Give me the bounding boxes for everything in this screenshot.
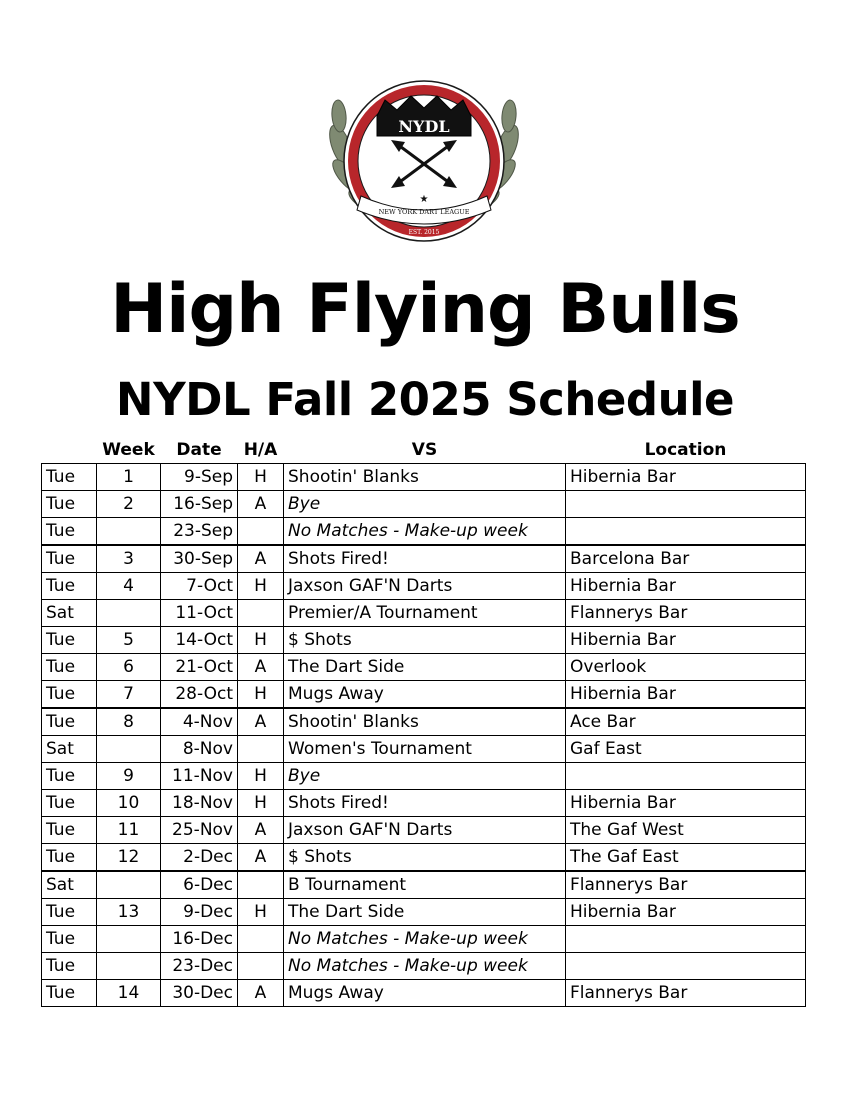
opponent-cell: No Matches - Make-up week [284,953,566,980]
table-row [42,464,806,491]
opponent-cell: Jaxson GAF'N Darts [284,573,566,600]
opponent-cell: Shootin' Blanks [284,464,566,491]
date-cell: 28-Oct [161,681,238,709]
day-cell: Tue [42,817,97,844]
week-cell: 10 [97,790,161,817]
day-cell: Tue [42,491,97,518]
day-cell: Tue [42,464,97,491]
week-cell: 9 [97,763,161,790]
date-cell: 2-Dec [161,844,238,872]
home-away-cell: A [238,980,284,1007]
location-cell: Flannerys Bar [566,871,806,899]
week-cell [97,736,161,763]
day-cell: Tue [42,708,97,736]
home-away-cell: H [238,464,284,491]
location-cell: The Gaf West [566,817,806,844]
table-row [42,491,806,518]
location-cell: Hibernia Bar [566,899,806,926]
home-away-cell: H [238,899,284,926]
home-away-cell [238,953,284,980]
date-cell: 6-Dec [161,871,238,899]
day-cell: Tue [42,790,97,817]
opponent-cell: Mugs Away [284,681,566,709]
table-row [42,926,806,953]
location-cell [566,926,806,953]
date-cell: 23-Sep [161,518,238,546]
opponent-cell: Premier/A Tournament [284,600,566,627]
home-away-cell: A [238,654,284,681]
week-cell [97,953,161,980]
home-away-cell: H [238,573,284,600]
day-cell: Tue [42,980,97,1007]
logo-ring-text: NEW YORK DART LEAGUE [378,208,470,216]
week-cell: 5 [97,627,161,654]
date-cell: 16-Dec [161,926,238,953]
week-cell: 12 [97,844,161,872]
date-cell: 16-Sep [161,491,238,518]
location-cell [566,518,806,546]
date-cell: 25-Nov [161,817,238,844]
table-row [42,654,806,681]
opponent-cell: Mugs Away [284,980,566,1007]
table-row [42,763,806,790]
location-cell: Hibernia Bar [566,627,806,654]
location-cell: Flannerys Bar [566,600,806,627]
day-cell: Tue [42,518,97,546]
home-away-cell: A [238,545,284,573]
opponent-cell: Jaxson GAF'N Darts [284,817,566,844]
day-cell: Tue [42,681,97,709]
day-cell: Tue [42,573,97,600]
week-cell: 1 [97,464,161,491]
week-cell: 14 [97,980,161,1007]
home-away-cell: A [238,817,284,844]
home-away-cell: A [238,708,284,736]
col-header-vs: VS [411,440,438,460]
location-cell [566,491,806,518]
date-cell: 21-Oct [161,654,238,681]
location-cell: Hibernia Bar [566,464,806,491]
day-cell: Tue [42,627,97,654]
week-cell: 6 [97,654,161,681]
opponent-cell: $ Shots [284,627,566,654]
opponent-cell: No Matches - Make-up week [284,518,566,546]
col-header-location: Location [644,440,727,460]
location-cell: Hibernia Bar [566,573,806,600]
home-away-cell [238,518,284,546]
date-cell: 30-Sep [161,545,238,573]
col-header-ha: H/A [243,440,278,460]
date-cell: 4-Nov [161,708,238,736]
home-away-cell [238,871,284,899]
day-cell: Tue [42,654,97,681]
svg-text:★: ★ [419,194,429,205]
week-cell [97,871,161,899]
location-cell: Overlook [566,654,806,681]
location-cell [566,953,806,980]
table-row [42,871,806,899]
location-cell: Flannerys Bar [566,980,806,1007]
table-row [42,545,806,573]
date-cell: 23-Dec [161,953,238,980]
logo-text: NYDL [398,117,450,136]
opponent-cell: B Tournament [284,871,566,899]
week-cell: 2 [97,491,161,518]
table-row [42,844,806,872]
home-away-cell: H [238,790,284,817]
week-cell: 8 [97,708,161,736]
home-away-cell: A [238,491,284,518]
date-cell: 7-Oct [161,573,238,600]
location-cell: Ace Bar [566,708,806,736]
week-cell: 3 [97,545,161,573]
opponent-cell: The Dart Side [284,654,566,681]
schedule-body [42,464,806,1007]
table-row [42,681,806,709]
table-row [42,817,806,844]
opponent-cell: No Matches - Make-up week [284,926,566,953]
opponent-cell: Shots Fired! [284,545,566,573]
home-away-cell: H [238,627,284,654]
home-away-cell [238,736,284,763]
home-away-cell: H [238,681,284,709]
day-cell: Tue [42,953,97,980]
col-header-day [42,437,97,464]
table-row [42,573,806,600]
location-cell: Hibernia Bar [566,681,806,709]
table-row [42,518,806,546]
opponent-cell: Bye [284,491,566,518]
day-cell: Tue [42,763,97,790]
table-row [42,708,806,736]
home-away-cell [238,926,284,953]
location-cell: Hibernia Bar [566,790,806,817]
week-cell: 4 [97,573,161,600]
date-cell: 18-Nov [161,790,238,817]
logo-est: EST. 2015 [408,229,440,236]
day-cell: Sat [42,600,97,627]
table-row [42,736,806,763]
day-cell: Tue [42,899,97,926]
opponent-cell: Shootin' Blanks [284,708,566,736]
schedule-table [41,437,806,1007]
date-cell: 11-Oct [161,600,238,627]
day-cell: Sat [42,871,97,899]
week-cell [97,600,161,627]
table-row [42,899,806,926]
day-cell: Sat [42,736,97,763]
week-cell [97,926,161,953]
home-away-cell: A [238,844,284,872]
week-cell: 7 [97,681,161,709]
date-cell: 8-Nov [161,736,238,763]
week-cell [97,518,161,546]
opponent-cell: Shots Fired! [284,790,566,817]
opponent-cell: Women's Tournament [284,736,566,763]
page-title: High Flying Bulls [110,270,740,349]
table-row [42,953,806,980]
opponent-cell: Bye [284,763,566,790]
home-away-cell [238,600,284,627]
date-cell: 9-Sep [161,464,238,491]
day-cell: Tue [42,926,97,953]
table-row [42,790,806,817]
day-cell: Tue [42,844,97,872]
page-subtitle: NYDL Fall 2025 Schedule [115,373,735,426]
date-cell: 30-Dec [161,980,238,1007]
week-cell: 13 [97,899,161,926]
date-cell: 9-Dec [161,899,238,926]
table-row [42,980,806,1007]
day-cell: Tue [42,545,97,573]
opponent-cell: The Dart Side [284,899,566,926]
table-header-row [42,437,806,464]
location-cell [566,763,806,790]
table-row [42,627,806,654]
home-away-cell: H [238,763,284,790]
col-header-date: Date [176,440,222,460]
table-row [42,600,806,627]
location-cell: Barcelona Bar [566,545,806,573]
nydl-logo [325,78,523,244]
date-cell: 14-Oct [161,627,238,654]
nydl-crest-graphic [325,78,523,244]
date-cell: 11-Nov [161,763,238,790]
col-header-week: Week [102,440,155,460]
opponent-cell: $ Shots [284,844,566,872]
location-cell: The Gaf East [566,844,806,872]
location-cell: Gaf East [566,736,806,763]
week-cell: 11 [97,817,161,844]
